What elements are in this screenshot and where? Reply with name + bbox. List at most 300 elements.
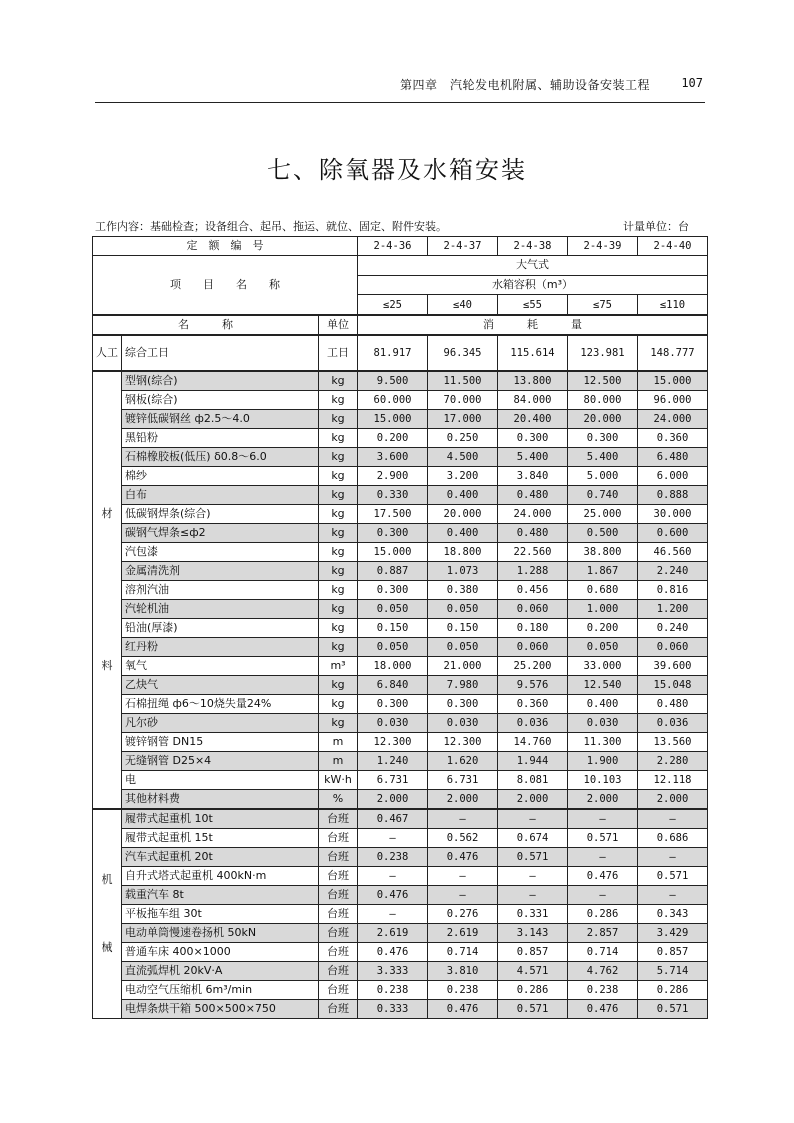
item-value: 0.300 — [428, 695, 498, 714]
item-value: 15.000 — [358, 543, 428, 562]
labor-category: 人工 — [93, 335, 122, 371]
item-unit: kg — [319, 543, 358, 562]
item-name: 自升式塔式起重机 400kN·m — [122, 867, 319, 886]
materials-row — [93, 600, 708, 619]
item-value: — — [428, 867, 498, 886]
item-value: 4.500 — [428, 448, 498, 467]
item-value: 13.560 — [638, 733, 708, 752]
item-name: 凡尔砂 — [122, 714, 319, 733]
item-name: 载重汽车 8t — [122, 886, 319, 905]
item-value: 0.200 — [568, 619, 638, 638]
item-name: 石棉扭绳 ф6～10烧失量24% — [122, 695, 319, 714]
item-value: 0.300 — [498, 429, 568, 448]
item-value: — — [568, 848, 638, 867]
item-name: 电 — [122, 771, 319, 790]
item-unit: kg — [319, 505, 358, 524]
item-value: 0.036 — [498, 714, 568, 733]
item-value: 0.571 — [498, 848, 568, 867]
materials-row — [93, 733, 708, 752]
item-unit: 台班 — [319, 905, 358, 924]
volume-value: ≤25 — [358, 295, 428, 315]
item-name: 钢板(综合) — [122, 391, 319, 410]
materials-row — [93, 486, 708, 505]
item-value: 0.050 — [358, 638, 428, 657]
item-value: 0.562 — [428, 829, 498, 848]
item-value: 0.476 — [568, 867, 638, 886]
item-value: 2.000 — [568, 790, 638, 810]
type-label: 大气式 — [358, 256, 708, 276]
materials-row — [93, 638, 708, 657]
item-unit: kg — [319, 714, 358, 733]
materials-category-top: 材 — [101, 507, 113, 520]
item-unit: kg — [319, 695, 358, 714]
labor-value: 115.614 — [498, 335, 568, 371]
item-value: 12.300 — [428, 733, 498, 752]
materials-row — [93, 524, 708, 543]
item-value: 2.857 — [568, 924, 638, 943]
item-unit: 台班 — [319, 1000, 358, 1019]
item-unit: kW·h — [319, 771, 358, 790]
item-value: 2.280 — [638, 752, 708, 771]
item-value: 3.840 — [498, 467, 568, 486]
item-value: 15.000 — [638, 371, 708, 391]
item-value: 0.600 — [638, 524, 708, 543]
item-value: 25.000 — [568, 505, 638, 524]
item-value: 0.476 — [428, 848, 498, 867]
item-value: 30.000 — [638, 505, 708, 524]
quota-code: 2-4-38 — [498, 237, 568, 256]
materials-row — [93, 505, 708, 524]
item-value: 24.000 — [498, 505, 568, 524]
item-value: 0.300 — [358, 581, 428, 600]
machinery-row — [93, 905, 708, 924]
chapter-title: 第四章 汽轮发电机附属、辅助设备安装工程 — [399, 78, 650, 92]
item-value: 5.000 — [568, 467, 638, 486]
item-name: 汽轮机油 — [122, 600, 319, 619]
item-value: 10.103 — [568, 771, 638, 790]
item-value: 46.560 — [638, 543, 708, 562]
item-value: 15.000 — [358, 410, 428, 429]
materials-row — [93, 581, 708, 600]
item-value: 0.300 — [358, 695, 428, 714]
item-value: 0.050 — [568, 638, 638, 657]
item-value: 0.238 — [358, 848, 428, 867]
item-unit: kg — [319, 619, 358, 638]
item-unit: kg — [319, 410, 358, 429]
item-value: 0.030 — [568, 714, 638, 733]
materials-category-bottom: 料 — [101, 659, 113, 672]
item-value: 0.240 — [638, 619, 708, 638]
item-value: 0.238 — [428, 981, 498, 1000]
item-value: — — [638, 848, 708, 867]
machinery-row — [93, 943, 708, 962]
col-unit-header: 单位 — [319, 315, 358, 335]
labor-value: 81.917 — [358, 335, 428, 371]
materials-row — [93, 391, 708, 410]
item-value: 12.540 — [568, 676, 638, 695]
materials-row — [93, 562, 708, 581]
col-consumption-header: 消 耗 量 — [358, 315, 708, 335]
item-value: 4.762 — [568, 962, 638, 981]
materials-row — [93, 676, 708, 695]
item-value: 4.571 — [498, 962, 568, 981]
item-name: 履带式起重机 15t — [122, 829, 319, 848]
item-value: 0.286 — [568, 905, 638, 924]
item-value: 0.343 — [638, 905, 708, 924]
item-value: 2.900 — [358, 467, 428, 486]
materials-row — [93, 371, 708, 391]
item-name: 低碳钢焊条(综合) — [122, 505, 319, 524]
item-value: 21.000 — [428, 657, 498, 676]
item-value: 84.000 — [498, 391, 568, 410]
item-value: 0.740 — [568, 486, 638, 505]
item-name: 汽包漆 — [122, 543, 319, 562]
item-value: — — [358, 829, 428, 848]
item-unit: kg — [319, 524, 358, 543]
item-value: 12.500 — [568, 371, 638, 391]
item-value: 18.800 — [428, 543, 498, 562]
item-value: — — [498, 867, 568, 886]
item-value: 0.300 — [568, 429, 638, 448]
item-value: 1.944 — [498, 752, 568, 771]
item-value: 2.000 — [498, 790, 568, 810]
item-value: — — [428, 809, 498, 829]
item-unit: kg — [319, 676, 358, 695]
machinery-row — [93, 886, 708, 905]
item-value: 20.400 — [498, 410, 568, 429]
item-value: 0.400 — [428, 524, 498, 543]
col-name-header: 名 称 — [93, 315, 319, 335]
item-unit: % — [319, 790, 358, 810]
item-value: 8.081 — [498, 771, 568, 790]
item-unit: kg — [319, 600, 358, 619]
volume-value: ≤75 — [568, 295, 638, 315]
item-name: 乙炔气 — [122, 676, 319, 695]
machinery-row — [93, 1000, 708, 1019]
section-title: 七、除氧器及水箱安装 — [267, 156, 527, 184]
page-number: 107 — [681, 76, 703, 90]
item-name: 镀锌低碳钢丝 ф2.5～4.0 — [122, 410, 319, 429]
item-value: 3.143 — [498, 924, 568, 943]
item-value: 3.429 — [638, 924, 708, 943]
item-value: 0.571 — [568, 829, 638, 848]
item-value: — — [638, 809, 708, 829]
item-value: — — [498, 886, 568, 905]
item-value: 17.000 — [428, 410, 498, 429]
item-unit: kg — [319, 371, 358, 391]
item-value: 0.857 — [498, 943, 568, 962]
item-unit: kg — [319, 429, 358, 448]
item-unit: 台班 — [319, 924, 358, 943]
item-value: 1.000 — [568, 600, 638, 619]
item-value: 3.333 — [358, 962, 428, 981]
machinery-row — [93, 981, 708, 1000]
quota-code: 2-4-37 — [428, 237, 498, 256]
item-value: 0.030 — [428, 714, 498, 733]
machinery-row — [93, 867, 708, 886]
item-value: 0.036 — [638, 714, 708, 733]
item-value: 0.571 — [638, 1000, 708, 1019]
work-content: 工作内容：基础检查；设备组合、起吊、拖运、就位、固定、附件安装。 — [95, 220, 447, 233]
item-value: 0.476 — [358, 943, 428, 962]
item-value: 1.900 — [568, 752, 638, 771]
item-value: 2.619 — [428, 924, 498, 943]
item-value: 0.480 — [638, 695, 708, 714]
volume-label: 水箱容积（m³） — [358, 275, 708, 295]
item-value: 0.276 — [428, 905, 498, 924]
labor-name: 综合工日 — [122, 335, 319, 371]
item-name: 电动单筒慢速卷扬机 50kN — [122, 924, 319, 943]
item-value: 1.200 — [638, 600, 708, 619]
item-value: 9.500 — [358, 371, 428, 391]
item-name: 普通车床 400×1000 — [122, 943, 319, 962]
item-name: 氧气 — [122, 657, 319, 676]
item-value: 0.686 — [638, 829, 708, 848]
item-value: 1.073 — [428, 562, 498, 581]
item-unit: 台班 — [319, 981, 358, 1000]
machinery-category-bottom: 械 — [101, 941, 113, 954]
item-value: 12.300 — [358, 733, 428, 752]
item-value: 0.816 — [638, 581, 708, 600]
item-value: 6.731 — [358, 771, 428, 790]
item-unit: kg — [319, 467, 358, 486]
item-value: 15.048 — [638, 676, 708, 695]
item-value: — — [498, 809, 568, 829]
quota-code-label: 定 额 编 号 — [93, 237, 358, 256]
item-value: 0.456 — [498, 581, 568, 600]
materials-row — [93, 619, 708, 638]
item-value: 0.680 — [568, 581, 638, 600]
item-value: 0.300 — [358, 524, 428, 543]
item-value: 0.030 — [358, 714, 428, 733]
item-value: 12.118 — [638, 771, 708, 790]
item-value: 0.180 — [498, 619, 568, 638]
item-name: 汽车式起重机 20t — [122, 848, 319, 867]
materials-row — [93, 448, 708, 467]
item-name-label: 项 目 名 称 — [93, 256, 358, 316]
item-value: 2.000 — [428, 790, 498, 810]
item-value: 60.000 — [358, 391, 428, 410]
item-value: 0.333 — [358, 1000, 428, 1019]
item-value: 7.980 — [428, 676, 498, 695]
measure-unit: 计量单位：台 — [623, 220, 689, 233]
item-value: 0.887 — [358, 562, 428, 581]
quota-table — [92, 236, 708, 1019]
item-value: 0.400 — [568, 695, 638, 714]
item-value: 0.331 — [498, 905, 568, 924]
item-value: 9.576 — [498, 676, 568, 695]
item-name: 平板拖车组 30t — [122, 905, 319, 924]
machinery-category-top: 机 — [101, 873, 113, 886]
item-value: 6.480 — [638, 448, 708, 467]
item-value: 0.238 — [568, 981, 638, 1000]
item-value: 0.480 — [498, 486, 568, 505]
item-value: 0.286 — [638, 981, 708, 1000]
volume-value: ≤55 — [498, 295, 568, 315]
materials-row — [93, 771, 708, 790]
item-unit: m³ — [319, 657, 358, 676]
item-value: 0.238 — [358, 981, 428, 1000]
item-unit: 台班 — [319, 848, 358, 867]
item-value: 0.060 — [498, 600, 568, 619]
item-value: 0.060 — [638, 638, 708, 657]
item-name: 镀锌钢管 DN15 — [122, 733, 319, 752]
item-value: 6.000 — [638, 467, 708, 486]
page-header — [95, 74, 705, 103]
item-value: 3.600 — [358, 448, 428, 467]
item-value: 24.000 — [638, 410, 708, 429]
item-name: 红丹粉 — [122, 638, 319, 657]
materials-row — [93, 429, 708, 448]
item-value: 0.050 — [428, 638, 498, 657]
item-value: 0.360 — [638, 429, 708, 448]
item-value: 6.840 — [358, 676, 428, 695]
labor-value: 148.777 — [638, 335, 708, 371]
item-value: 1.867 — [568, 562, 638, 581]
item-value: 0.476 — [568, 1000, 638, 1019]
item-value: 0.480 — [498, 524, 568, 543]
item-value: 3.200 — [428, 467, 498, 486]
item-value: 0.050 — [428, 600, 498, 619]
labor-row — [93, 335, 708, 371]
item-name: 黑铅粉 — [122, 429, 319, 448]
item-value: 5.400 — [498, 448, 568, 467]
item-value: 2.240 — [638, 562, 708, 581]
item-name: 碳钢气焊条≤ф2 — [122, 524, 319, 543]
item-value: 22.560 — [498, 543, 568, 562]
machinery-row — [93, 829, 708, 848]
item-value: 0.476 — [428, 1000, 498, 1019]
item-value: 11.500 — [428, 371, 498, 391]
materials-category — [93, 371, 122, 809]
materials-row — [93, 752, 708, 771]
item-unit: kg — [319, 581, 358, 600]
materials-row — [93, 467, 708, 486]
item-unit: kg — [319, 486, 358, 505]
item-value: 5.714 — [638, 962, 708, 981]
item-value: 3.810 — [428, 962, 498, 981]
item-name: 电动空气压缩机 6m³/min — [122, 981, 319, 1000]
item-value: 20.000 — [568, 410, 638, 429]
item-name: 其他材料费 — [122, 790, 319, 810]
machinery-row — [93, 848, 708, 867]
item-unit: m — [319, 752, 358, 771]
item-value: 0.500 — [568, 524, 638, 543]
item-unit: m — [319, 733, 358, 752]
item-name: 金属清洗剂 — [122, 562, 319, 581]
item-value: 0.380 — [428, 581, 498, 600]
item-value: 2.000 — [638, 790, 708, 810]
item-unit: kg — [319, 391, 358, 410]
item-name: 电焊条烘干箱 500×500×750 — [122, 1000, 319, 1019]
item-value: 0.400 — [428, 486, 498, 505]
code-row — [93, 237, 708, 256]
item-value: 0.888 — [638, 486, 708, 505]
labor-value: 123.981 — [568, 335, 638, 371]
materials-row — [93, 695, 708, 714]
materials-row — [93, 714, 708, 733]
item-value: 33.000 — [568, 657, 638, 676]
item-value: 18.000 — [358, 657, 428, 676]
item-unit: 台班 — [319, 809, 358, 829]
item-unit: 台班 — [319, 867, 358, 886]
item-value: 39.600 — [638, 657, 708, 676]
item-value: 17.500 — [358, 505, 428, 524]
machinery-category — [93, 809, 122, 1019]
item-unit: kg — [319, 448, 358, 467]
item-value: 1.620 — [428, 752, 498, 771]
item-value: 25.200 — [498, 657, 568, 676]
item-value: 0.571 — [498, 1000, 568, 1019]
item-value: 0.714 — [568, 943, 638, 962]
materials-row — [93, 657, 708, 676]
materials-row — [93, 543, 708, 562]
item-value: 0.150 — [428, 619, 498, 638]
labor-value: 96.345 — [428, 335, 498, 371]
item-value: 13.800 — [498, 371, 568, 391]
item-value: 0.360 — [498, 695, 568, 714]
item-unit: kg — [319, 638, 358, 657]
table-meta — [95, 218, 705, 234]
item-value: 11.300 — [568, 733, 638, 752]
item-value: 0.571 — [638, 867, 708, 886]
item-value: 0.330 — [358, 486, 428, 505]
item-name: 棉纱 — [122, 467, 319, 486]
quota-code: 2-4-40 — [638, 237, 708, 256]
item-name: 溶剂汽油 — [122, 581, 319, 600]
volume-value: ≤40 — [428, 295, 498, 315]
item-value: 20.000 — [428, 505, 498, 524]
item-value: 38.800 — [568, 543, 638, 562]
quota-code: 2-4-36 — [358, 237, 428, 256]
item-value: 0.060 — [498, 638, 568, 657]
item-value: 1.288 — [498, 562, 568, 581]
item-value: 80.000 — [568, 391, 638, 410]
materials-row — [93, 410, 708, 429]
item-value: 0.467 — [358, 809, 428, 829]
item-name: 铅油(厚漆) — [122, 619, 319, 638]
item-name: 型钢(综合) — [122, 371, 319, 391]
item-value: 70.000 — [428, 391, 498, 410]
item-unit: 台班 — [319, 886, 358, 905]
item-value: 0.250 — [428, 429, 498, 448]
item-value: — — [568, 886, 638, 905]
item-value: — — [428, 886, 498, 905]
item-value: 2.000 — [358, 790, 428, 810]
item-value: 0.150 — [358, 619, 428, 638]
item-value: 6.731 — [428, 771, 498, 790]
item-unit: 台班 — [319, 829, 358, 848]
item-unit: 台班 — [319, 943, 358, 962]
item-value: 14.760 — [498, 733, 568, 752]
item-value: — — [638, 886, 708, 905]
item-value: 0.674 — [498, 829, 568, 848]
materials-row — [93, 790, 708, 810]
item-name: 直流弧焊机 20kV·A — [122, 962, 319, 981]
volume-value: ≤110 — [638, 295, 708, 315]
item-value: 0.476 — [358, 886, 428, 905]
item-name: 履带式起重机 10t — [122, 809, 319, 829]
item-value: 0.200 — [358, 429, 428, 448]
item-value: 0.286 — [498, 981, 568, 1000]
item-name: 无缝钢管 D25×4 — [122, 752, 319, 771]
item-value: 0.857 — [638, 943, 708, 962]
item-value: — — [568, 809, 638, 829]
item-unit: kg — [319, 562, 358, 581]
item-value: — — [358, 867, 428, 886]
labor-unit: 工日 — [319, 335, 358, 371]
item-value: 0.714 — [428, 943, 498, 962]
